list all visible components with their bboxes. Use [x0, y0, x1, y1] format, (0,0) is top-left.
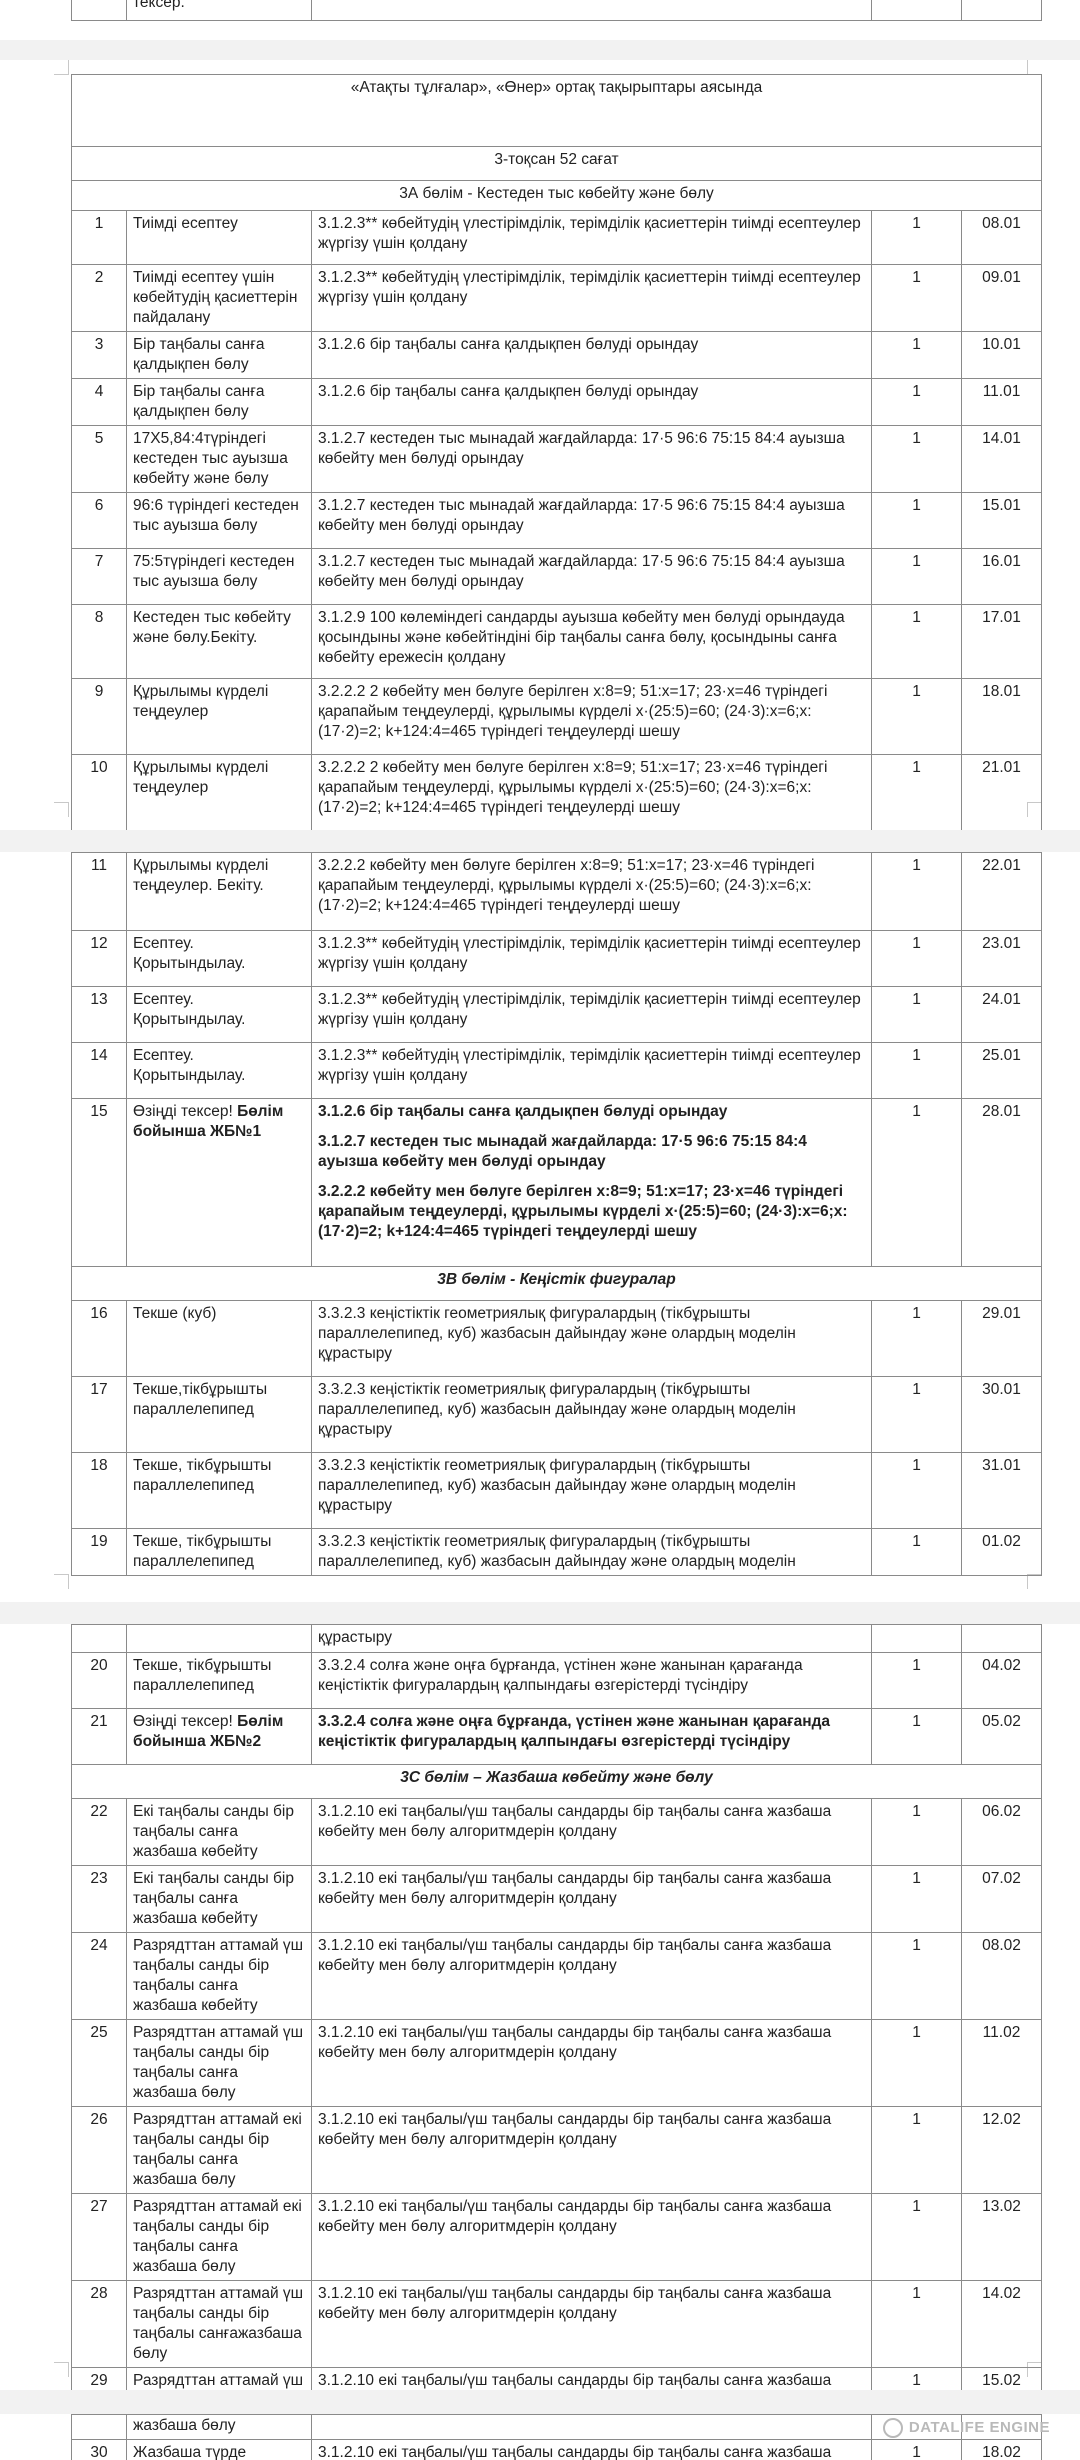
page-1 [0, 60, 1080, 830]
theme-heading: «Атақты тұлғалар», «Өнер» ортақ тақырыптары аясында [72, 75, 1042, 147]
quarter-heading: 3-тоқсан 52 сағат [72, 147, 1042, 181]
table-row: 25 Разрядттан аттамай үш таңбалы санды бір таңбалы санға жазбаша бөлу 3.1.2.10 екі таңбалы/үш таңбалы сандарды бір таңбалы санға жазбаша көбейту мен бөлу алгоритмдерін қолдану 1 11.02 [72, 2020, 1042, 2107]
table-row: 30 Жазбаша түрде 3.1.2.10 екі таңбалы/үш таңбалы сандарды бір таңбалы санға жазбаша 1 18.02 [72, 2440, 1042, 2460]
table-row: 19 Текше, тікбұрышты параллелепипед 3.3.2.3 кеңістіктік геометриялық фигуралардың (тікбұрышты параллелепипед, куб) жазбасын дайындау және олардың моделін 1 01.02 [72, 1529, 1042, 1576]
table-row: 21 Өзіңді тексер! Бөлім бойынша ЖБ№2 3.3.2.4 солға және оңға бұрғанда, үстінен және жанынан қарағанда кеңістіктік фигуралардың қалпындағы өзгерістерді түсіндіру 1 05.02 [72, 1709, 1042, 1765]
plan-table-page-3 [71, 1624, 1042, 2390]
logo-icon [883, 2418, 903, 2438]
table-row: 1 Тиімді есептеу 3.1.2.3** көбейтудің үлестірімділік, терімділік қасиеттерін тиімді есептеулер жүргізу үшін қолдану 1 08.01 [72, 211, 1042, 265]
table-row: 17 Текше,тікбұрышты параллелепипед 3.3.2.3 кеңістіктік геометриялық фигуралардың (тікбұрышты параллелепипед, куб) жазбасын дайындау және олардың моделін құрастыру 1 30.01 [72, 1377, 1042, 1453]
table-row: 18 Текше, тікбұрышты параллелепипед 3.3.2.3 кеңістіктік геометриялық фигуралардың (тікбұрышты параллелепипед, куб) жазбасын дайындау және олардың моделін құрастыру 1 31.01 [72, 1453, 1042, 1529]
table-row: 11 Құрылымы күрделі теңдеулер. Бекіту. 3.2.2.2 көбейту мен бөлуге берілген х:8=9; 51:х=17; 23·х=46 түріндегі қарапайым теңдеулерді, құрылымы күрделі х·(25:5)=60; (24·3):х=6;х:(17·2)=2; k+124:4=465 түріндегі теңдеулерді шешу 1 22.01 [72, 853, 1042, 931]
plan-table-page-2 [71, 852, 1042, 1576]
table-row: 20 Текше, тікбұрышты параллелепипед 3.3.2.4 солға және оңға бұрғанда, үстінен және жанынан қарағанда кеңістіктік фигуралардың қалпындағы өзгерістерді түсіндіру 1 04.02 [72, 1653, 1042, 1709]
section-heading-3b: 3В бөлім - Кеңістік фигуралар [72, 1267, 1042, 1301]
table-row: 28 Разрядттан аттамай үш таңбалы санды бір таңбалы санғажазбаша бөлу 3.1.2.10 екі таңбалы/үш таңбалы сандарды бір таңбалы санға жазбаша көбейту мен бөлу алгоритмдерін қолдану 1 14.02 [72, 2281, 1042, 2368]
table-row: 5 17Х5,84:4түріндегі кестеден тыс ауызша көбейту және бөлу 3.1.2.7 кестеден тыс мынадай жағдайларда: 17·5 96:6 75:15 84:4 ауызша көбейту мен бөлуді орындау 1 14.01 [72, 426, 1042, 493]
table-row: 7 75:5түріндегі кестеден тыс ауызша бөлу 3.1.2.7 кестеден тыс мынадай жағдайларда: 17·5 96:6 75:15 84:4 ауызша көбейту мен бөлуді орындау 1 16.01 [72, 549, 1042, 605]
table-row: 4 Бір таңбалы санға қалдықпен бөлу 3.1.2.6 бір таңбалы санға қалдықпен бөлуді орындау 1 11.01 [72, 379, 1042, 426]
table-row: 12 Есептеу. Қорытындылау. 3.1.2.3** көбейтудің үлестірімділік, терімділік қасиеттерін тиімді есептеулер жүргізу үшін қолдану 1 23.01 [72, 931, 1042, 987]
table-row: 16 Текше (куб) 3.3.2.3 кеңістіктік геометриялық фигуралардың (тікбұрышты параллелепипед, куб) жазбасын дайындау және олардың моделін құрастыру 1 29.01 [72, 1301, 1042, 1377]
page-3 [0, 1624, 1080, 2390]
table-row: 8 Кестеден тыс көбейту және бөлу.Бекіту. 3.1.2.9 100 көлеміндегі сандарды ауызша көбейту мен бөлуді орындауда қосындыны және көбейтіндіні бір таңбалы санға бөлу, қосындыны санға көбейту ережесін қолдану 1 17.01 [72, 605, 1042, 679]
section-heading-3c: 3С бөлім – Жазбаша көбейту және бөлу [72, 1765, 1042, 1799]
table-row: 23 Екі таңбалы санды бір таңбалы санға жазбаша көбейту 3.1.2.10 екі таңбалы/үш таңбалы сандарды бір таңбалы санға жазбаша көбейту мен бөлу алгоритмдерін қолдану 1 07.02 [72, 1866, 1042, 1933]
table-row: 3 Бір таңбалы санға қалдықпен бөлу 3.1.2.6 бір таңбалы санға қалдықпен бөлуді орындау 1 10.01 [72, 332, 1042, 379]
cell-text: тексер. [127, 0, 312, 21]
watermark: DATALIFE ENGINE [883, 2418, 1050, 2438]
table-row: 10 Құрылымы күрделі теңдеулер 3.2.2.2 2 көбейту мен бөлуге берілген х:8=9; 51:х=17; 23·х=46 түріндегі қарапайым теңдеулерді, құрылымы күрделі х·(25:5)=60; (24·3):х=6;х:(17·2)=2; k+124:4=465 түріндегі теңдеулерді шешу 1 21.01 [72, 755, 1042, 831]
table-row: 13 Есептеу. Қорытындылау. 3.1.2.3** көбейтудің үлестірімділік, терімділік қасиеттерін тиімді есептеулер жүргізу үшін қолдану 1 24.01 [72, 987, 1042, 1043]
table-row: 14 Есептеу. Қорытындылау. 3.1.2.3** көбейтудің үлестірімділік, терімділік қасиеттерін тиімді есептеулер жүргізу үшін қолдану 1 25.01 [72, 1043, 1042, 1099]
page-fragment-0 [0, 0, 1080, 40]
plan-table-page-1 [71, 74, 1042, 830]
table-row: 27 Разрядттан аттамай екі таңбалы санды бір таңбалы санға жазбаша бөлу 3.1.2.10 екі таңбалы/үш таңбалы сандарды бір таңбалы санға жазбаша көбейту мен бөлу алгоритмдерін қолдану 1 13.02 [72, 2194, 1042, 2281]
table-row: 29 Разрядттан аттамай үш 3.1.2.10 екі таңбалы/үш таңбалы сандарды бір таңбалы санға жазбаша 1 15.02 [72, 2368, 1042, 2391]
table-row: 2 Тиімді есептеу үшін көбейтудің қасиеттерін пайдалану 3.1.2.3** көбейтудің үлестірімділік, терімділік қасиеттерін тиімді есептеулер жүргізу үшін қолдану 1 09.01 [72, 265, 1042, 332]
table-row: 9 Құрылымы күрделі теңдеулер 3.2.2.2 2 көбейту мен бөлуге берілген х:8=9; 51:х=17; 23·х=46 түріндегі қарапайым теңдеулерді, құрылымы күрделі х·(25:5)=60; (24·3):х=6;х:(17·2)=2; k+124:4=465 түріндегі теңдеулерді шешу 1 18.01 [72, 679, 1042, 755]
table-row: 24 Разрядттан аттамай үш таңбалы санды бір таңбалы санға жазбаша көбейту 3.1.2.10 екі таңбалы/үш таңбалы сандарды бір таңбалы санға жазбаша көбейту мен бөлу алгоритмдерін қолдану 1 08.02 [72, 1933, 1042, 2020]
table-row: 6 96:6 түріндегі кестеден тыс ауызша бөлу 3.1.2.7 кестеден тыс мынадай жағдайларда: 17·5 96:6 75:15 84:4 ауызша көбейту мен бөлуді орындау 1 15.01 [72, 493, 1042, 549]
table-row: 22 Екі таңбалы санды бір таңбалы санға жазбаша көбейту 3.1.2.10 екі таңбалы/үш таңбалы сандарды бір таңбалы санға жазбаша көбейту мен бөлу алгоритмдерін қолдану 1 06.02 [72, 1799, 1042, 1866]
table-fragment-0 [71, 0, 1042, 21]
page-2 [0, 852, 1080, 1602]
table-row-continued: жазбаша бөлу [72, 2415, 1042, 2440]
table-row: 26 Разрядттан аттамай екі таңбалы санды бір таңбалы санға жазбаша бөлу 3.1.2.10 екі таңбалы/үш таңбалы сандарды бір таңбалы санға жазбаша көбейту мен бөлу алгоритмдерін қолдану 1 12.02 [72, 2107, 1042, 2194]
table-row: 15 Өзіңді тексер! Бөлім бойынша ЖБ№1 3.1.2.6 бір таңбалы санға қалдықпен бөлуді орындау 3.1.2.7 кестеден тыс мынадай жағдайларда: 17·5 96:6 75:15 84:4 ауызша көбейту мен бөлуді орындау 3.2.2.2 көбейту мен бөлуге берілген х:8=9; 51:х=17; 23·х=46 түріндегі қарапайым теңдеулерді, құрылымы күрделі х·(25:5)=60; (24·3):х=6;х:(17·2)=2; k+124:4=465 түріндегі теңдеулерді шешу 1 28.01 [72, 1099, 1042, 1267]
section-heading-3a: 3А бөлім - Кестеден тыс көбейту және бөлу [72, 181, 1042, 211]
table-row-continued: құрастыру [72, 1625, 1042, 1653]
